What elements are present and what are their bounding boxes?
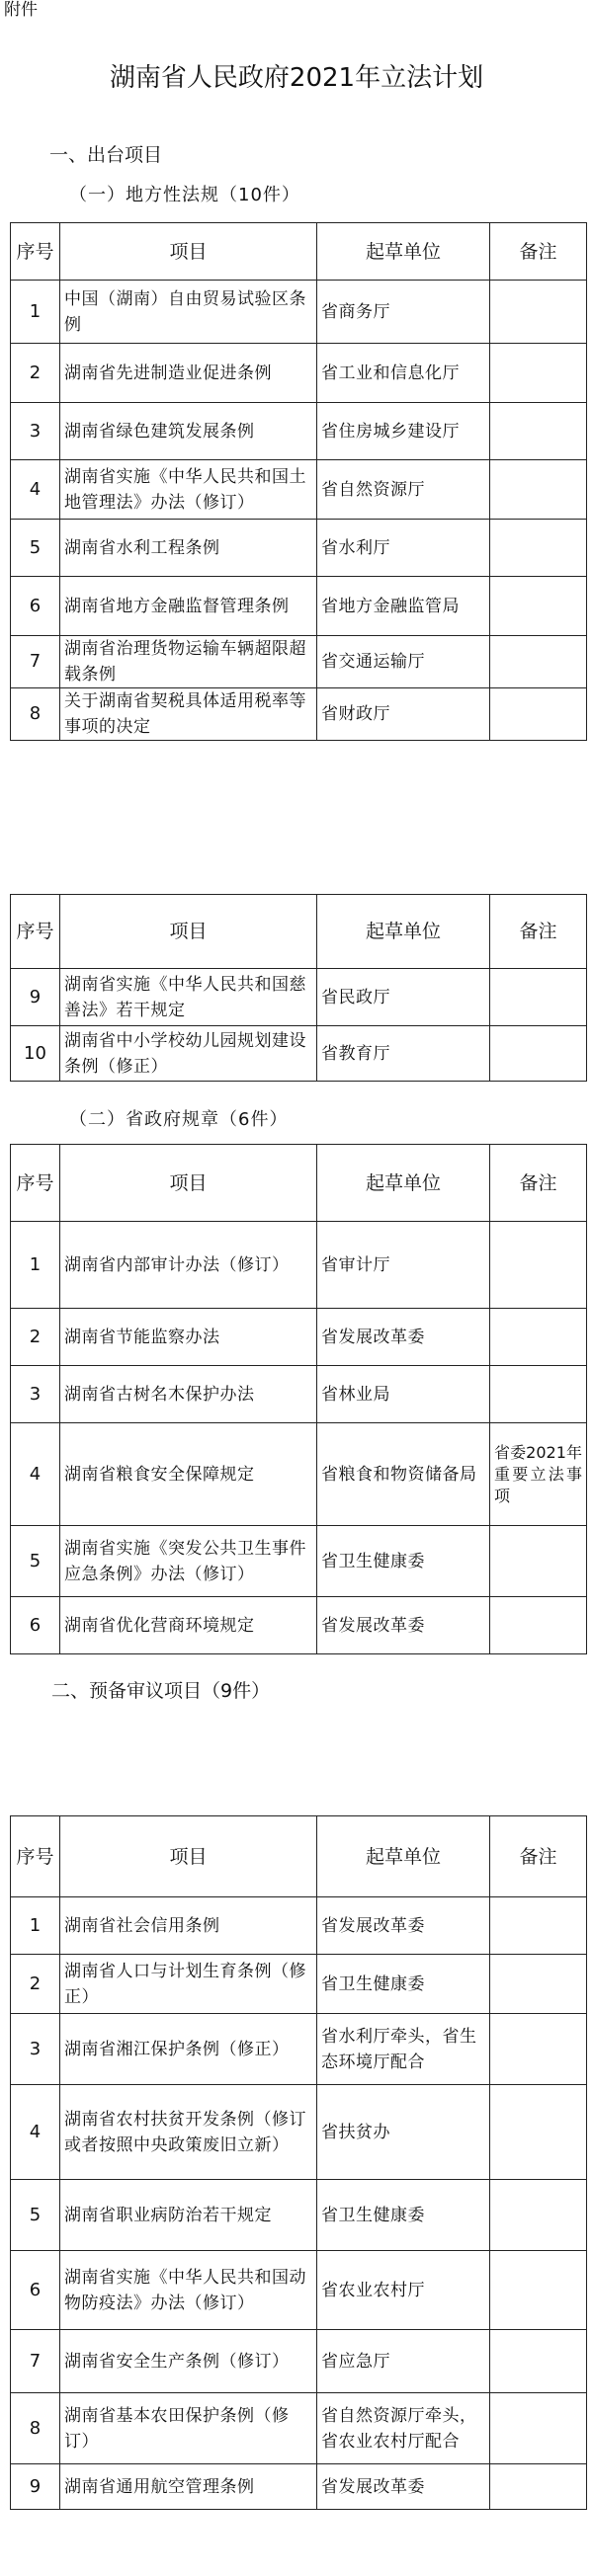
table-row [11,2085,587,2180]
row-unit: 省民政厅 [317,969,490,1026]
table-header-row [11,1816,587,1897]
row-item: 湖南省实施《中华人民共和国慈善法》若干规定 [60,969,317,1026]
header-item: 项目 [60,1145,317,1222]
header-note: 备注 [490,223,587,281]
row-item: 湖南省优化营商环境规定 [60,1597,317,1654]
table-row [11,636,587,688]
row-unit: 省扶贫办 [317,2085,490,2180]
table-row [11,1897,587,1955]
row-number: 6 [11,2251,60,2330]
row-number: 2 [11,1309,60,1366]
row-item: 湖南省社会信用条例 [60,1897,317,1955]
row-item: 湖南省人口与计划生育条例（修正） [60,1955,317,2014]
document-title: 湖南省人民政府2021年立法计划 [109,63,484,93]
table-row [11,688,587,741]
row-number: 3 [11,2014,60,2085]
row-number: 8 [11,688,60,741]
row-item: 湖南省治理货物运输车辆超限超载条例 [60,636,317,688]
row-item: 湖南省水利工程条例 [60,520,317,577]
row-note [490,636,587,688]
header-no: 序号 [11,223,60,281]
row-number: 7 [11,636,60,688]
row-unit: 省财政厅 [317,688,490,741]
row-item: 湖南省农村扶贫开发条例（修订或者按照中央政策废旧立新） [60,2085,317,2180]
row-note [490,1366,587,1423]
header-no: 序号 [11,895,60,969]
row-note [490,1309,587,1366]
row-number: 10 [11,1026,60,1082]
row-note [490,577,587,636]
row-unit: 省发展改革委 [317,1309,490,1366]
row-unit: 省住房城乡建设厅 [317,403,490,460]
row-unit: 省工业和信息化厅 [317,344,490,403]
row-number: 9 [11,969,60,1026]
table-row [11,2014,587,2085]
row-note [490,2393,587,2464]
row-item: 湖南省中小学校幼儿园规划建设条例（修正） [60,1026,317,1082]
row-number: 1 [11,1897,60,1955]
row-item: 湖南省安全生产条例（修订） [60,2330,317,2393]
row-note [490,1955,587,2014]
table-row [11,2330,587,2393]
row-unit: 省林业局 [317,1366,490,1423]
row-unit: 省审计厅 [317,1222,490,1309]
row-unit: 省交通运输厅 [317,636,490,688]
regulations-table-page2 [10,894,587,1082]
row-unit: 省水利厅 [317,520,490,577]
header-unit: 起草单位 [317,1816,490,1897]
row-number: 5 [11,2180,60,2251]
row-note [490,1222,587,1309]
row-number: 2 [11,344,60,403]
row-unit: 省农业农村厅 [317,2251,490,2330]
row-unit: 省卫生健康委 [317,1526,490,1597]
row-note [490,2464,587,2510]
preparatory-review-table [10,1815,587,2510]
row-unit: 省卫生健康委 [317,1955,490,2014]
row-item: 湖南省实施《突发公共卫生事件应急条例》办法（修订） [60,1526,317,1597]
row-item: 湖南省实施《中华人民共和国动物防疫法》办法（修订） [60,2251,317,2330]
row-note [490,969,587,1026]
subsection-2-heading: （二）省政府规章（6件） [69,1109,289,1130]
row-item: 关于湖南省契税具体适用税率等事项的决定 [60,688,317,741]
row-note [490,1026,587,1082]
header-no: 序号 [11,1816,60,1897]
row-unit: 省应急厅 [317,2330,490,2393]
row-number: 7 [11,2330,60,2393]
header-unit: 起草单位 [317,223,490,281]
table-row [11,460,587,520]
row-number: 1 [11,1222,60,1309]
header-note: 备注 [490,1145,587,1222]
row-note [490,460,587,520]
row-number: 9 [11,2464,60,2510]
table-row [11,1955,587,2014]
row-unit: 省自然资源厅 [317,460,490,520]
table-row [11,2393,587,2464]
table-row [11,1026,587,1082]
table-row [11,2251,587,2330]
row-note [490,403,587,460]
header-unit: 起草单位 [317,1145,490,1222]
row-unit: 省教育厅 [317,1026,490,1082]
row-item: 湖南省节能监察办法 [60,1309,317,1366]
row-unit: 省自然资源厅牵头，省农业农村厅配合 [317,2393,490,2464]
table-row [11,1423,587,1526]
row-note: 省委2021年重要立法事项 [490,1423,587,1526]
table-row [11,1222,587,1309]
row-number: 2 [11,1955,60,2014]
row-note [490,520,587,577]
row-note [490,1526,587,1597]
header-unit: 起草单位 [317,895,490,969]
row-number: 6 [11,577,60,636]
row-number: 8 [11,2393,60,2464]
row-item: 湖南省粮食安全保障规定 [60,1423,317,1526]
table-row [11,281,587,344]
table-row [11,1366,587,1423]
table-row [11,344,587,403]
header-item: 项目 [60,1816,317,1897]
row-item: 湖南省古树名木保护办法 [60,1366,317,1423]
row-item: 湖南省先进制造业促进条例 [60,344,317,403]
row-item: 湖南省基本农田保护条例（修订） [60,2393,317,2464]
row-item: 中国（湖南）自由贸易试验区条例 [60,281,317,344]
section-2-heading: 二、预备审议项目（9件） [51,1680,271,1702]
row-note [490,2085,587,2180]
table-row [11,1309,587,1366]
header-note: 备注 [490,895,587,969]
row-unit: 省水利厅牵头，省生态环境厅配合 [317,2014,490,2085]
row-item: 湖南省实施《中华人民共和国土地管理法》办法（修订） [60,460,317,520]
row-unit: 省发展改革委 [317,2464,490,2510]
table-header-row [11,895,587,969]
table-row [11,1526,587,1597]
section-1-heading: 一、出台项目 [49,144,163,166]
row-note [490,281,587,344]
row-item: 湖南省内部审计办法（修订） [60,1222,317,1309]
row-unit: 省发展改革委 [317,1597,490,1654]
row-note [490,2014,587,2085]
table-row [11,2180,587,2251]
row-note [490,1897,587,1955]
table-header-row [11,1145,587,1222]
table-row [11,520,587,577]
row-note [490,2330,587,2393]
row-note [490,1597,587,1654]
row-number: 1 [11,281,60,344]
table-header-row [11,223,587,281]
row-note [490,344,587,403]
row-unit: 省商务厅 [317,281,490,344]
row-number: 3 [11,1366,60,1423]
header-note: 备注 [490,1816,587,1897]
regulations-table-page1 [10,222,587,741]
row-item: 湖南省绿色建筑发展条例 [60,403,317,460]
row-item: 湖南省湘江保护条例（修正） [60,2014,317,2085]
row-note [490,688,587,741]
table-row [11,1597,587,1654]
row-item: 湖南省职业病防治若干规定 [60,2180,317,2251]
row-item: 湖南省地方金融监督管理条例 [60,577,317,636]
table-row [11,403,587,460]
rules-table [10,1144,587,1654]
row-number: 4 [11,460,60,520]
row-unit: 省地方金融监管局 [317,577,490,636]
table-row [11,2464,587,2510]
row-unit: 省粮食和物资储备局 [317,1423,490,1526]
row-item: 湖南省通用航空管理条例 [60,2464,317,2510]
row-number: 5 [11,1526,60,1597]
row-number: 5 [11,520,60,577]
row-unit: 省发展改革委 [317,1897,490,1955]
subsection-1-heading: （一）地方性法规（10件） [69,185,300,205]
row-note [490,2251,587,2330]
table-row [11,969,587,1026]
row-unit: 省卫生健康委 [317,2180,490,2251]
row-number: 3 [11,403,60,460]
header-item: 项目 [60,895,317,969]
table-row [11,577,587,636]
header-item: 项目 [60,223,317,281]
row-number: 4 [11,2085,60,2180]
row-note [490,2180,587,2251]
header-no: 序号 [11,1145,60,1222]
row-number: 4 [11,1423,60,1526]
attachment-label: 附件 [4,0,38,20]
row-number: 6 [11,1597,60,1654]
